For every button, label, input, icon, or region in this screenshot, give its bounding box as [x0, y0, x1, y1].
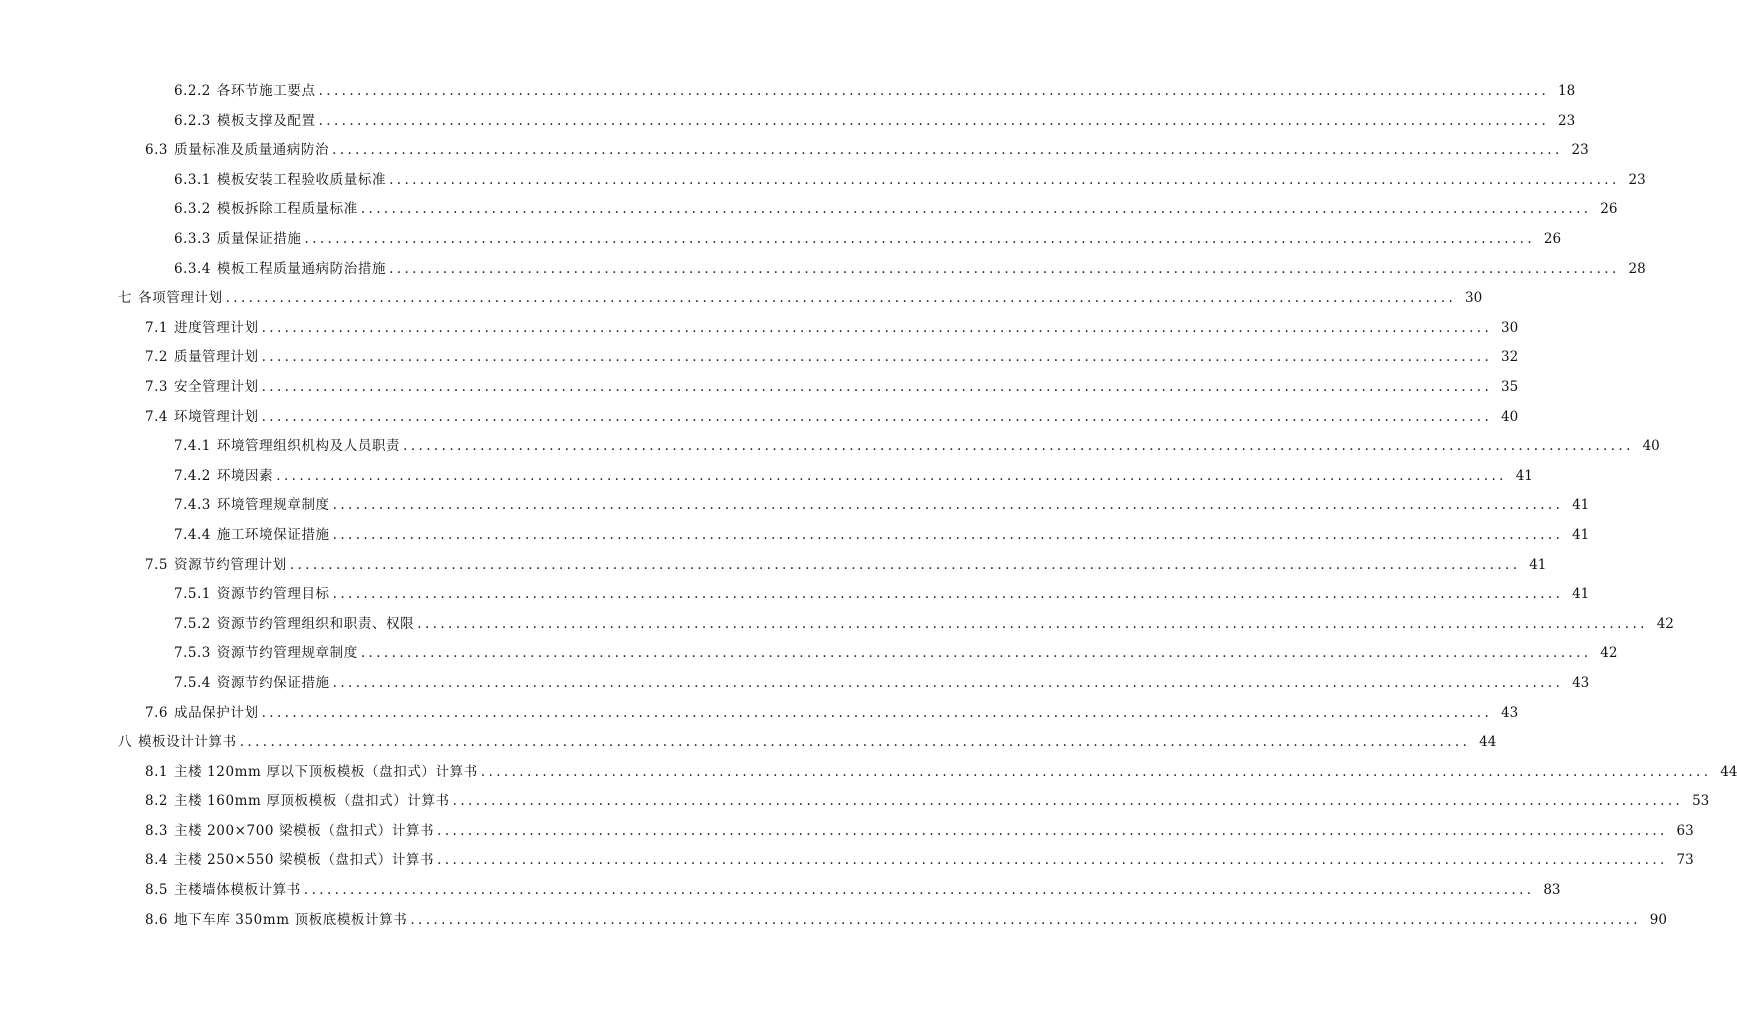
toc-entry-page-number: 42 — [1600, 645, 1618, 662]
toc-entry-title: 环境管理规章制度 — [216, 497, 330, 514]
toc-entry-number: 7.4.4 — [174, 526, 211, 543]
toc-entry[interactable] — [0, 136, 1589, 166]
toc-entry[interactable] — [0, 432, 1660, 462]
toc-entry-number: 6.2.3 — [174, 112, 211, 129]
toc-dot-leader: ................................................................................................................................................................ — [332, 586, 1564, 603]
toc-entry-number: 6.3.1 — [174, 171, 211, 188]
toc-dot-leader: ................................................................................................................................................................ — [480, 763, 1712, 780]
toc-entry[interactable] — [0, 343, 1519, 373]
toc-entry[interactable] — [0, 551, 1547, 581]
toc-dot-leader: ................................................................................................................................................................ — [261, 349, 1493, 366]
toc-entry-number: 七 — [118, 290, 132, 307]
toc-entry-number: 8.2 — [145, 793, 168, 810]
toc-entry-title: 施工环境保证措施 — [216, 526, 330, 543]
toc-entry-number: 6.3.3 — [174, 231, 211, 248]
toc-entry[interactable] — [0, 373, 1519, 403]
toc-entry-title: 资源节约管理计划 — [173, 556, 287, 573]
toc-dot-leader: ................................................................................................................................................................ — [239, 734, 1471, 751]
toc-entry[interactable] — [0, 728, 1497, 758]
toc-entry-page-number: 41 — [1515, 467, 1533, 484]
toc-entry[interactable] — [0, 698, 1519, 728]
toc-entry[interactable] — [0, 787, 1710, 817]
toc-entry-page-number: 26 — [1543, 231, 1562, 248]
toc-entry[interactable] — [0, 639, 1618, 669]
toc-entry-page-number: 73 — [1676, 852, 1694, 869]
toc-entry-page-number: 41 — [1529, 556, 1547, 573]
toc-entry[interactable] — [0, 491, 1590, 521]
toc-entry-title: 主楼 160mm 厚顶板模板（盘扣式）计算书 — [173, 793, 450, 810]
toc-entry-page-number: 41 — [1572, 497, 1590, 514]
toc-entry-page-number: 53 — [1692, 793, 1710, 810]
toc-entry-number: 7.4.1 — [174, 438, 211, 455]
toc-dot-leader: ................................................................................................................................................................ — [417, 615, 1648, 632]
toc-entry-page-number: 83 — [1543, 882, 1561, 899]
toc-dot-leader: ................................................................................................................................................................ — [289, 556, 1521, 573]
toc-entry-page-number: 30 — [1501, 319, 1519, 336]
toc-dot-leader: ................................................................................................................................................................ — [389, 171, 1620, 188]
toc-entry-page-number: 90 — [1649, 911, 1667, 928]
toc-entry-title: 模板安装工程验收质量标准 — [216, 171, 387, 188]
toc-dot-leader: ................................................................................................................................................................ — [437, 852, 1668, 869]
toc-entry-page-number: 42 — [1656, 615, 1674, 632]
toc-entry-title: 安全管理计划 — [173, 378, 259, 395]
toc-dot-leader: ................................................................................................................................................................ — [360, 201, 1592, 218]
toc-entry-number: 7.4.2 — [174, 467, 211, 484]
toc-entry-number: 6.3 — [145, 142, 168, 159]
toc-entry[interactable] — [0, 195, 1618, 225]
toc-entry-number: 8.3 — [145, 822, 168, 839]
table-of-contents — [0, 77, 1737, 935]
toc-entry[interactable] — [0, 521, 1590, 551]
toc-entry-number: 7.1 — [145, 319, 168, 336]
toc-entry-page-number: 26 — [1600, 201, 1618, 218]
toc-entry-number: 7.4.3 — [174, 497, 211, 514]
toc-entry-page-number: 23 — [1571, 142, 1589, 159]
toc-entry-title: 资源节约管理组织和职责、权限 — [216, 615, 415, 632]
toc-entry-number: 8.6 — [145, 911, 168, 928]
toc-entry-title: 主楼 250×550 梁模板（盘扣式）计算书 — [173, 852, 435, 869]
toc-entry[interactable] — [0, 403, 1519, 433]
toc-entry-title: 模板支撑及配置 — [216, 112, 316, 129]
toc-entry-number: 6.3.2 — [174, 201, 211, 218]
toc-entry[interactable] — [0, 876, 1561, 906]
toc-entry-title: 各环节施工要点 — [216, 83, 316, 100]
toc-entry-title: 质量标准及质量通病防治 — [173, 142, 330, 159]
toc-entry-number: 7.5.4 — [174, 674, 211, 691]
toc-entry[interactable] — [0, 166, 1646, 196]
toc-entry[interactable] — [0, 906, 1667, 936]
toc-dot-leader: ................................................................................................................................................................ — [318, 83, 1550, 100]
toc-entry[interactable] — [0, 77, 1576, 107]
toc-entry-page-number: 44 — [1720, 763, 1737, 780]
toc-entry-number: 6.2.2 — [174, 83, 211, 100]
toc-entry-title: 环境管理组织机构及人员职责 — [216, 438, 401, 455]
toc-entry-title: 模板工程质量通病防治措施 — [216, 260, 387, 277]
toc-dot-leader: ................................................................................................................................................................ — [261, 704, 1493, 721]
toc-entry-page-number: 35 — [1501, 378, 1519, 395]
toc-entry-number: 8.5 — [145, 882, 168, 899]
toc-dot-leader: ................................................................................................................................................................ — [332, 497, 1564, 514]
toc-dot-leader: ................................................................................................................................................................ — [304, 231, 1536, 248]
toc-entry-number: 6.3.4 — [174, 260, 211, 277]
toc-entry[interactable] — [0, 314, 1519, 344]
toc-dot-leader: ................................................................................................................................................................ — [332, 526, 1564, 543]
toc-entry-title: 主楼墙体模板计算书 — [173, 882, 301, 899]
toc-entry[interactable] — [0, 817, 1694, 847]
toc-entry-title: 模板拆除工程质量标准 — [216, 201, 358, 218]
toc-entry-page-number: 41 — [1572, 586, 1590, 603]
toc-entry-title: 地下车库 350mm 顶板底模板计算书 — [173, 911, 408, 928]
toc-entry-title: 进度管理计划 — [173, 319, 259, 336]
toc-dot-leader: ................................................................................................................................................................ — [276, 467, 1507, 484]
toc-entry[interactable] — [0, 462, 1533, 492]
toc-entry-title: 主楼 120mm 厚以下顶板模板（盘扣式）计算书 — [173, 763, 478, 780]
toc-entry-title: 各项管理计划 — [138, 290, 223, 307]
toc-entry[interactable] — [0, 284, 1483, 314]
toc-entry-number: 7.4 — [145, 408, 168, 425]
toc-entry-page-number: 43 — [1501, 704, 1519, 721]
toc-entry-number: 7.5.1 — [174, 586, 211, 603]
toc-entry-page-number: 23 — [1557, 112, 1576, 129]
toc-entry-page-number: 32 — [1501, 349, 1519, 366]
toc-entry[interactable] — [0, 580, 1590, 610]
toc-entry-title: 成品保护计划 — [173, 704, 259, 721]
toc-entry-title: 质量管理计划 — [173, 349, 259, 366]
toc-entry[interactable] — [0, 225, 1562, 255]
toc-entry[interactable] — [0, 846, 1694, 876]
toc-entry-page-number: 40 — [1501, 408, 1519, 425]
toc-dot-leader: ................................................................................................................................................................ — [437, 822, 1668, 839]
toc-entry-title: 模板设计计算书 — [138, 734, 237, 751]
toc-entry[interactable] — [0, 758, 1737, 788]
toc-dot-leader: ................................................................................................................................................................ — [332, 674, 1564, 691]
toc-dot-leader: ................................................................................................................................................................ — [389, 260, 1620, 277]
toc-entry-page-number: 43 — [1572, 674, 1590, 691]
toc-entry-number: 7.3 — [145, 378, 168, 395]
toc-entry-page-number: 28 — [1628, 260, 1646, 277]
toc-dot-leader: ................................................................................................................................................................ — [225, 290, 1457, 307]
toc-entry-page-number: 41 — [1572, 526, 1590, 543]
toc-dot-leader: ................................................................................................................................................................ — [410, 911, 1641, 928]
toc-entry-page-number: 44 — [1479, 734, 1497, 751]
toc-entry-title: 资源节约保证措施 — [216, 674, 330, 691]
toc-entry-number: 7.6 — [145, 704, 168, 721]
toc-dot-leader: ................................................................................................................................................................ — [261, 408, 1493, 425]
toc-entry-title: 资源节约管理规章制度 — [216, 645, 358, 662]
toc-entry-number: 7.5.2 — [174, 615, 211, 632]
toc-entry-page-number: 40 — [1642, 438, 1660, 455]
toc-dot-leader: ................................................................................................................................................................ — [403, 438, 1634, 455]
toc-entry-page-number: 23 — [1628, 171, 1646, 188]
toc-dot-leader: ................................................................................................................................................................ — [261, 319, 1493, 336]
toc-entry-number: 7.5 — [145, 556, 168, 573]
toc-entry-title: 环境管理计划 — [173, 408, 259, 425]
toc-dot-leader: ................................................................................................................................................................ — [332, 142, 1563, 159]
toc-entry-number: 7.2 — [145, 349, 168, 366]
toc-entry[interactable] — [0, 669, 1590, 699]
toc-entry[interactable] — [0, 107, 1576, 137]
toc-entry-title: 主楼 200×700 梁模板（盘扣式）计算书 — [173, 822, 435, 839]
toc-entry-number: 8.1 — [145, 763, 168, 780]
toc-entry-title: 资源节约管理目标 — [216, 586, 330, 603]
toc-entry-title: 质量保证措施 — [216, 231, 302, 248]
toc-entry-page-number: 30 — [1465, 290, 1483, 307]
toc-entry-number: 八 — [118, 734, 132, 751]
toc-entry-number: 8.4 — [145, 852, 168, 869]
toc-dot-leader: ................................................................................................................................................................ — [303, 882, 1535, 899]
toc-dot-leader: ................................................................................................................................................................ — [360, 645, 1592, 662]
toc-entry-title: 环境因素 — [216, 467, 274, 484]
toc-entry-number: 7.5.3 — [174, 645, 211, 662]
toc-entry-page-number: 63 — [1676, 822, 1694, 839]
toc-entry[interactable] — [0, 610, 1674, 640]
toc-dot-leader: ................................................................................................................................................................ — [261, 378, 1493, 395]
toc-entry[interactable] — [0, 255, 1646, 285]
toc-entry-page-number: 18 — [1557, 83, 1576, 100]
toc-dot-leader: ................................................................................................................................................................ — [452, 793, 1684, 810]
toc-dot-leader: ................................................................................................................................................................ — [318, 112, 1550, 129]
